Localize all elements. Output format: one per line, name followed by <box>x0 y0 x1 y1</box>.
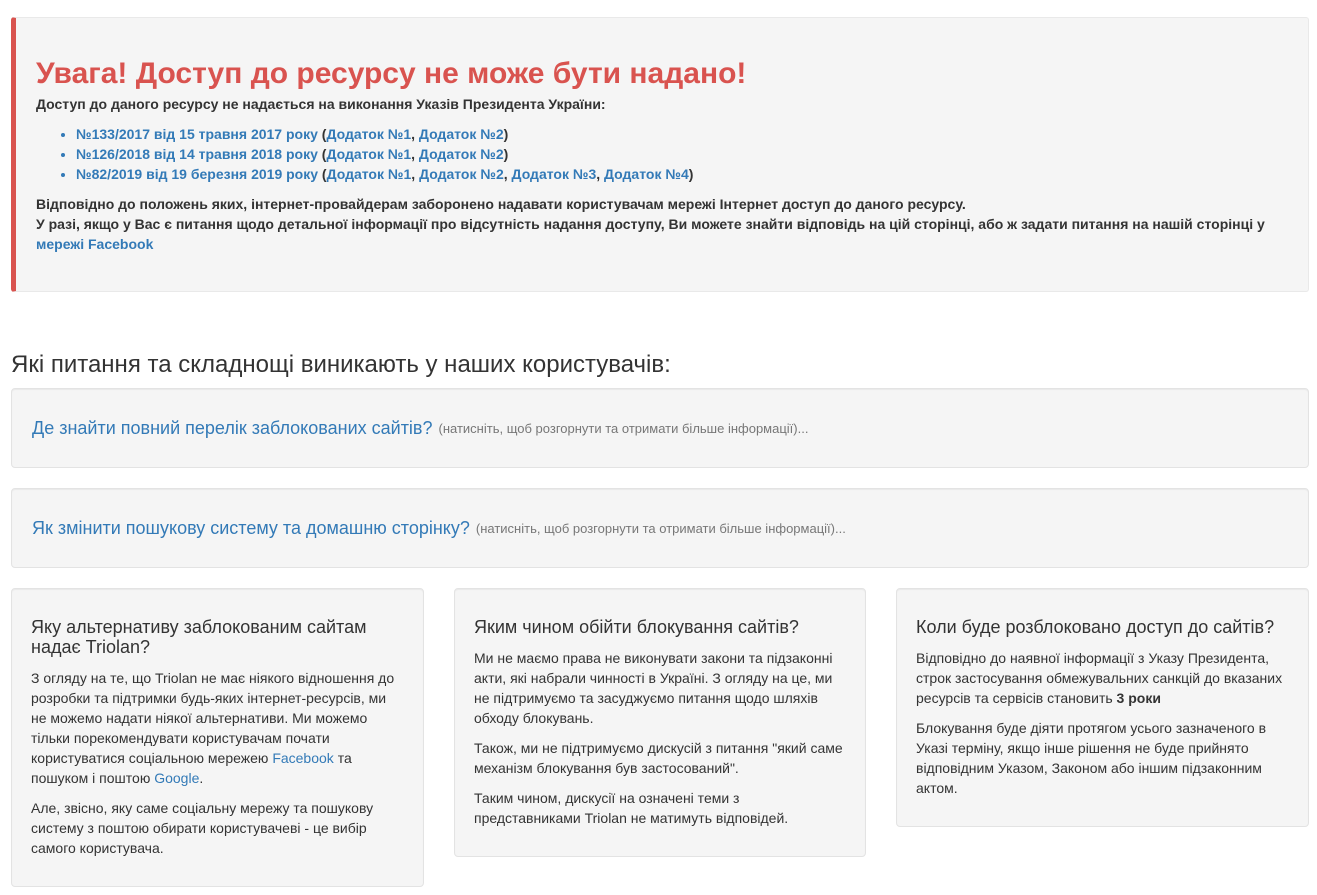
card-unblock <box>896 588 1309 827</box>
decree-item: • №133/2017 від 15 травня 2017 року (Додаток №1, Додаток №2) <box>76 124 1288 144</box>
card-paragraph: Таким чином, дискусії на означені теми з представниками Triolan не матимуть відповідей. <box>474 790 789 826</box>
facebook-link[interactable]: мережі Facebook <box>36 236 154 252</box>
card-paragraph: Але, звісно, яку саме соціальну мережу та пошукову систему з поштою обирати користувачеві - це вибір самого користувача. <box>31 800 374 856</box>
card-title: Коли буде розблоковано доступ до сайтів? <box>916 617 1275 637</box>
alert-contact-paragraph: У разі, якщо у Вас є питання щодо детальної інформації про відсутність надання доступу, Ви можете знайти відповідь на цій сторінці, або ж задати питання на нашій сторінці у мережі Facebook <box>36 216 1265 252</box>
card-paragraph: Ми не маємо права не виконувати закони та підзаконні акти, які набрали чинності в Україні. З огляду на це, ми не підтримуємо та засуджуємо питання щодо шляхів обходу блокувань. <box>474 650 833 726</box>
alert-paragraph: Відповідно до положень яких, інтернет-провайдерам заборонено надавати користувачам мережі Інтернет доступ до даного ресурсу. <box>36 196 966 212</box>
faq-item-search-engine[interactable] <box>11 488 1309 568</box>
card-paragraph: Також, ми не підтримуємо дискусій з питання "який саме механізм блокування був застосований". <box>474 740 843 776</box>
card-paragraph: З огляду на те, що Triolan не має ніякого відношення до розробки та підтримки будь-яких інтернет-ресурсів, ми не можемо надати ніякої альтернативи. Ми можемо тільки порекомендувати користувачам почати користуватися соціальною мережею Facebook та пошуком і поштою Google. <box>31 670 395 786</box>
annex-link[interactable]: Додаток №4 <box>604 166 689 182</box>
faq-question[interactable]: Як змінити пошукову систему та домашню сторінку? <box>32 518 470 538</box>
faq-hint: (натисніть, щоб розгорнути та отримати більше інформації)... <box>475 521 846 536</box>
card-paragraph: Відповідно до наявної інформації з Указу Президента, строк застосування обмежувальних санкцій до вказаних ресурсів та сервісів становить 3 роки <box>916 650 1283 706</box>
alert-title: Увага! Доступ до ресурсу не може бути надано! <box>36 57 747 90</box>
term-value: 3 роки <box>1116 690 1161 706</box>
faq-question[interactable]: Де знайти повний перелік заблокованих сайтів? <box>32 418 433 438</box>
card-paragraph: Блокування буде діяти протягом усього зазначеного в Указі терміну, якщо інше рішення не буде прийнято відповідним Указом, Законом або іншим підзаконним актом. <box>916 720 1267 796</box>
facebook-link[interactable]: Facebook <box>272 750 334 766</box>
card-alternative <box>11 588 424 887</box>
annex-link[interactable]: Додаток №2 <box>419 166 504 182</box>
decree-link[interactable]: №126/2018 від 14 травня 2018 року <box>76 146 318 162</box>
decree-list <box>36 124 1288 184</box>
faq-item-blocked-list[interactable] <box>11 388 1309 468</box>
annex-link[interactable]: Додаток №1 <box>326 126 412 142</box>
decree-item: • №82/2019 від 19 березня 2019 року (Додаток №1, Додаток №2, Додаток №3, Додаток №4) <box>76 164 1288 184</box>
card-title: Яким чином обійти блокування сайтів? <box>474 617 799 637</box>
faq-hint: (натисніть, щоб розгорнути та отримати більше інформації)... <box>438 421 809 436</box>
annex-link[interactable]: Додаток №3 <box>511 166 597 182</box>
card-title: Яку альтернативу заблокованим сайтам надає Triolan? <box>31 617 367 657</box>
decree-link[interactable]: №133/2017 від 15 травня 2017 року <box>76 126 318 142</box>
annex-link[interactable]: Додаток №1 <box>326 166 412 182</box>
alert-lead: Доступ до даного ресурсу не надається на виконання Указів Президента України: <box>36 96 606 112</box>
card-bypass <box>454 588 866 857</box>
blocked-access-alert <box>11 17 1309 292</box>
decree-link[interactable]: №82/2019 від 19 березня 2019 року <box>76 166 319 182</box>
google-link[interactable]: Google <box>154 770 200 786</box>
annex-link[interactable]: Додаток №2 <box>418 126 504 142</box>
faq-section-title: Які питання та складнощі виникають у наших користувачів: <box>11 351 671 378</box>
annex-link[interactable]: Додаток №1 <box>326 146 412 162</box>
decree-item: • №126/2018 від 14 травня 2018 року (Додаток №1, Додаток №2) <box>76 144 1288 164</box>
annex-link[interactable]: Додаток №2 <box>418 146 504 162</box>
